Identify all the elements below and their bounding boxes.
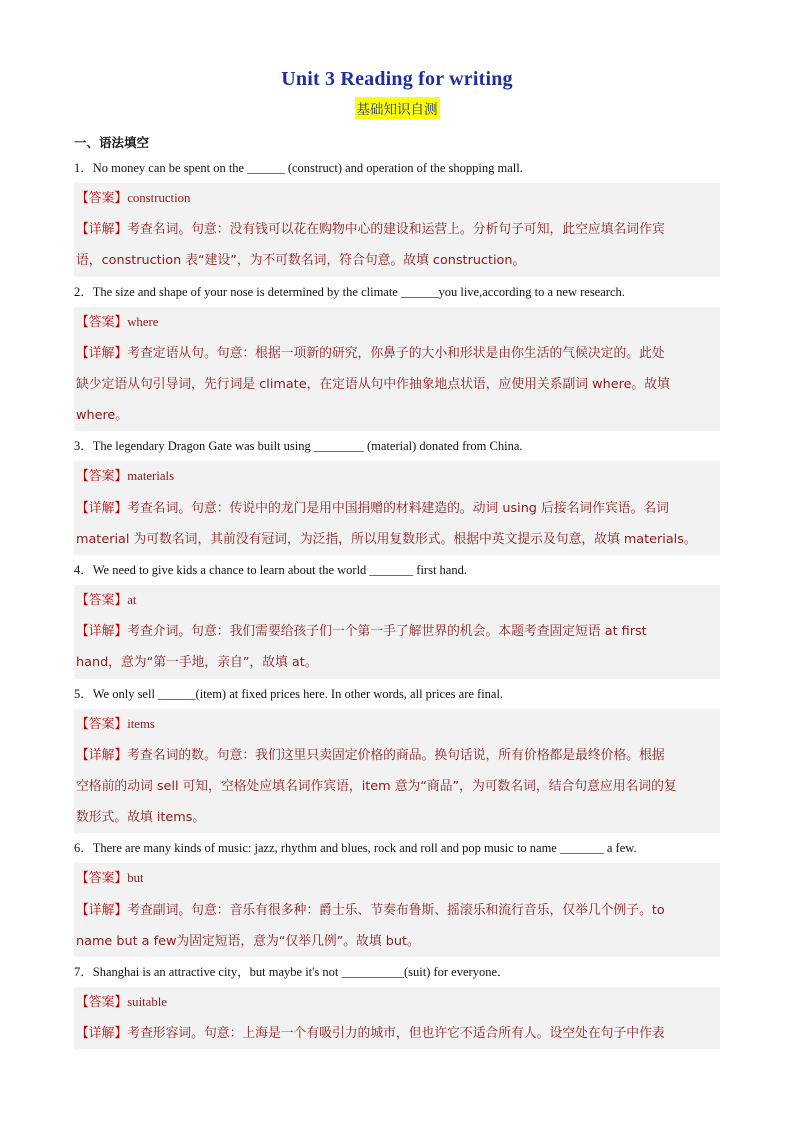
explanation-label: 【详解】 xyxy=(76,1026,128,1042)
question-text: 6．There are many kinds of music: jazz, rhythm and blues, rock and roll and pop music to name _______ a few. xyxy=(74,841,637,856)
answer-value: at xyxy=(127,593,137,608)
explanation-text: 考查副词。句意：音乐有很多种：爵士乐、节奏布鲁斯、摇滚乐和流行音乐，仅举几个例子。to xyxy=(127,902,665,918)
answer-block xyxy=(74,709,720,834)
explanation-line xyxy=(74,647,720,678)
answer-value: where xyxy=(127,314,159,329)
answer-line xyxy=(74,863,720,894)
question-text: 1．No money can be spent on the ______ (construct) and operation of the shopping mall. xyxy=(74,161,523,175)
explanation-text: 考查名词。句意：没有钱可以花在购物中心的建设和运营上。分析句子可知，此空应填名词作宾 xyxy=(127,222,665,238)
answer-block xyxy=(74,461,720,555)
answer-label: 【答案】 xyxy=(76,716,128,731)
question-text: 2．The size and shape of your nose is determined by the climate ______you live,according to a new research. xyxy=(74,284,625,299)
explanation-line xyxy=(74,616,720,647)
explanation-line xyxy=(74,740,720,771)
answer-value: but xyxy=(127,871,144,886)
explanation-label: 【详解】 xyxy=(76,747,128,763)
explanation-line xyxy=(74,338,720,369)
explanation-text: hand，意为“第一手地，亲自”，故填 at。 xyxy=(76,655,318,671)
answer-line xyxy=(74,585,720,616)
answer-block xyxy=(74,183,720,277)
explanation-label: 【详解】 xyxy=(76,345,128,361)
answer-value: materials xyxy=(127,469,175,484)
answer-value: items xyxy=(127,716,155,731)
answer-label: 【答案】 xyxy=(76,191,128,205)
explanation-text: 考查定语从句。句意：根据一项新的研究，你鼻子的大小和形状是由你生活的气候决定的。此处 xyxy=(127,345,665,361)
explanation-line xyxy=(74,771,720,802)
page-subtitle: 基础知识自测 xyxy=(355,97,440,119)
question-text: 4．We need to give kids a chance to learn about the world _______ first hand. xyxy=(74,563,467,578)
answer-label: 【答案】 xyxy=(76,469,128,484)
question-text: 3．The legendary Dragon Gate was built using ________ (material) donated from China. xyxy=(74,439,523,454)
answer-line xyxy=(74,307,720,338)
answer-block xyxy=(74,987,720,1049)
answer-value: suitable xyxy=(127,995,167,1010)
explanation-label: 【详解】 xyxy=(76,624,128,640)
answer-label: 【答案】 xyxy=(76,871,128,886)
explanation-line xyxy=(74,369,720,400)
explanation-text: 数形式。故填 items。 xyxy=(76,810,206,826)
answer-label: 【答案】 xyxy=(76,314,128,329)
explanation-text: 考查介词。句意：我们需要给孩子们一个第一手了解世界的机会。本题考查固定短语 at first xyxy=(127,624,647,640)
explanation-line xyxy=(74,214,720,245)
question-text: 7．Shanghai is an attractive city，but maybe it's not __________(suit) for everyone． xyxy=(74,965,510,980)
question-list xyxy=(74,153,720,1049)
section-heading: 一、语法填空 xyxy=(74,135,150,150)
explanation-line xyxy=(74,926,720,957)
explanation-line xyxy=(74,895,720,926)
answer-label: 【答案】 xyxy=(76,995,128,1010)
answer-line xyxy=(74,461,720,492)
page-title: Unit 3 Reading for writing xyxy=(281,68,513,90)
worksheet-page xyxy=(74,60,720,1049)
explanation-label: 【详解】 xyxy=(76,902,128,918)
answer-label: 【答案】 xyxy=(76,593,128,608)
answer-block xyxy=(74,585,720,679)
answer-line xyxy=(74,987,720,1018)
explanation-text: 空格前的动词 sell 可知，空格处应填名词作宾语，item 意为“商品”，为可数名词，结合句意应用名词的复 xyxy=(76,779,677,795)
explanation-line xyxy=(74,802,720,833)
explanation-text: 语，construction 表“建设”，为不可数名词，符合句意。故填 construction。 xyxy=(76,253,526,269)
explanation-line xyxy=(74,400,720,431)
answer-block xyxy=(74,307,720,432)
explanation-text: 考查形容词。句意：上海是一个有吸引力的城市，但也许它不适合所有人。设空处在句子中作表 xyxy=(127,1026,665,1042)
explanation-text: 缺少定语从句引导词，先行词是 climate，在定语从句中作抽象地点状语，应使用关系副词 where。故填 xyxy=(76,377,670,393)
explanation-line xyxy=(74,493,720,524)
explanation-text: 考查名词的数。句意：我们这里只卖固定价格的商品。换句话说，所有价格都是最终价格。根据 xyxy=(127,747,665,763)
answer-line xyxy=(74,709,720,740)
explanation-text: material 为可数名词，其前没有冠词，为泛指，所以用复数形式。根据中英文提示及句意，故填 materials。 xyxy=(76,531,697,547)
explanation-text: 考查名词。句意：传说中的龙门是用中国捐赠的材料建造的。动词 using 后接名词作宾语。名词 xyxy=(127,500,669,516)
answer-line xyxy=(74,183,720,214)
explanation-line xyxy=(74,1018,720,1049)
explanation-text: name but a few为固定短语，意为“仅举几例”。故填 but。 xyxy=(76,933,420,949)
explanation-text: where。 xyxy=(76,408,129,424)
explanation-line xyxy=(74,245,720,276)
explanation-line xyxy=(74,524,720,555)
explanation-label: 【详解】 xyxy=(76,222,128,238)
answer-value: construction xyxy=(127,191,191,205)
answer-block xyxy=(74,863,720,957)
explanation-label: 【详解】 xyxy=(76,500,128,516)
question-text: 5．We only sell ______(item) at fixed prices here. In other words, all prices are final. xyxy=(74,686,504,701)
